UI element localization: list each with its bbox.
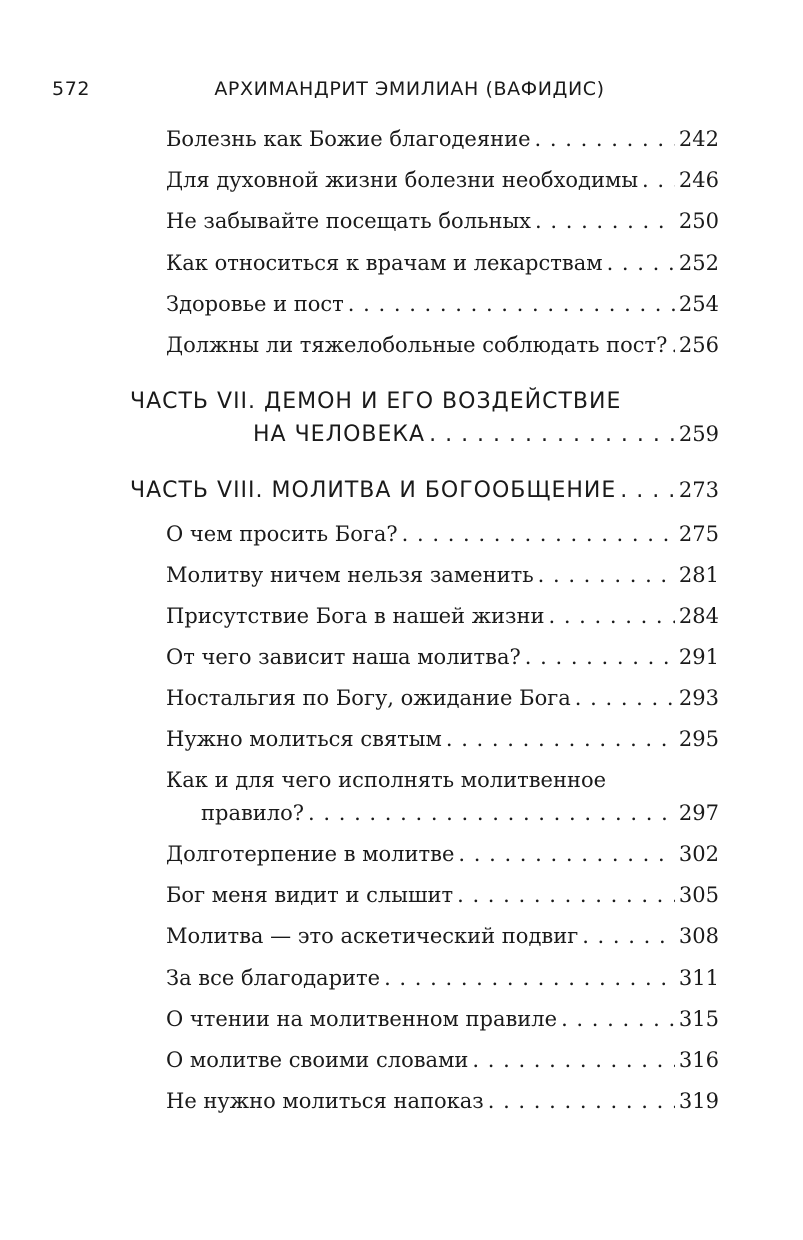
dot-leader	[535, 127, 675, 151]
toc-entry-page: 311	[678, 966, 719, 990]
dot-leader	[642, 168, 675, 192]
toc-entry-title: О чтении на молитвенном правиле	[166, 1007, 558, 1031]
toc-entry-title: Не забывайте посещать больных	[166, 209, 532, 233]
toc-entry-title: Нужно молиться святым	[166, 727, 442, 751]
dot-leader	[535, 209, 675, 233]
part-heading-line1[interactable]: ЧАСТЬ VII. ДЕМОН И ЕГО ВОЗДЕЙСТВИЕ	[130, 389, 622, 414]
toc-entry[interactable]	[166, 168, 719, 192]
toc-entry-title: Не нужно молиться напоказ	[166, 1089, 484, 1113]
running-head	[0, 78, 803, 106]
toc-entry-title: Болезнь как Божие благодеяние	[166, 127, 531, 151]
toc-entry[interactable]	[166, 563, 719, 587]
toc-entry[interactable]	[166, 1048, 719, 1072]
toc-entry[interactable]	[166, 1007, 719, 1031]
toc-entry-title: Присутствие Бога в нашей жизни	[166, 604, 545, 628]
page-number: 572	[52, 78, 91, 100]
toc-entry[interactable]	[166, 924, 719, 948]
toc-entry-title: За все благодарите	[166, 966, 381, 990]
toc-entry[interactable]	[166, 522, 719, 546]
toc-entry[interactable]	[166, 1089, 719, 1113]
toc-entry-title: О молитве своими словами	[166, 1048, 469, 1072]
part-heading-page: 273	[678, 478, 719, 502]
toc-entry-page: 293	[678, 686, 719, 710]
toc-entry-title: Молитву ничем нельзя заменить	[166, 563, 534, 587]
toc-entry[interactable]	[166, 966, 719, 990]
part-heading-entry[interactable]	[130, 478, 719, 503]
toc-entry-title-line1[interactable]: Как и для чего исполнять молитвенное	[166, 768, 607, 792]
dot-leader	[607, 251, 675, 275]
dot-leader	[446, 727, 675, 751]
book-title-text: АРХИМАНДРИТ ЭМИЛИАН (ВАФИДИС)	[214, 78, 605, 100]
toc-entry-title: Бог меня видит и слышит	[166, 883, 454, 907]
toc-entry-title: Для духовной жизни болезни необходимы	[166, 168, 639, 192]
toc-entry-title: правило?	[201, 801, 305, 825]
dot-leader	[384, 966, 675, 990]
dot-leader	[348, 292, 675, 316]
toc-entry-page: 302	[678, 842, 719, 866]
dot-leader	[488, 1089, 675, 1113]
toc-entry-page: 256	[678, 333, 719, 357]
part-heading-title: НА ЧЕЛОВЕКА	[253, 422, 426, 447]
toc-entry-page: 295	[678, 727, 719, 751]
toc-entry-title: От чего зависит наша молитва?	[166, 645, 521, 669]
dot-leader	[561, 1007, 675, 1031]
toc-entry[interactable]	[166, 842, 719, 866]
toc-entry[interactable]	[166, 727, 719, 751]
toc-entry[interactable]	[166, 127, 719, 151]
dot-leader	[402, 522, 675, 546]
dot-leader	[575, 686, 675, 710]
toc-entry-title: Здоровье и пост	[166, 292, 344, 316]
dot-leader	[620, 478, 675, 503]
toc-entry-title: Ностальгия по Богу, ожидание Бога	[166, 686, 571, 710]
toc-entry[interactable]	[166, 645, 719, 669]
toc-entry-page: 297	[678, 801, 719, 825]
dot-leader	[457, 883, 675, 907]
toc-entry[interactable]	[166, 251, 719, 275]
toc-entry[interactable]	[166, 883, 719, 907]
toc-entry[interactable]	[201, 801, 719, 825]
toc-entry-page: 252	[678, 251, 719, 275]
toc-entry-page: 305	[678, 883, 719, 907]
toc-entry-page: 246	[678, 168, 719, 192]
toc-entry[interactable]	[166, 604, 719, 628]
dot-leader	[582, 924, 675, 948]
dot-leader	[671, 333, 675, 357]
dot-leader	[458, 842, 675, 866]
toc-entry[interactable]	[166, 292, 719, 316]
toc-entry-page: 284	[678, 604, 719, 628]
toc-entry-title: Молитва — это аскетический подвиг	[166, 924, 579, 948]
toc-entry-page: 281	[678, 563, 719, 587]
toc-entry-page: 254	[678, 292, 719, 316]
dot-leader	[308, 801, 675, 825]
toc-entry-page: 319	[678, 1089, 719, 1113]
toc-entry-page: 315	[678, 1007, 719, 1031]
part-heading-title: ЧАСТЬ VIII. МОЛИТВА И БОГООБЩЕНИЕ	[130, 478, 617, 503]
toc-entry-page: 308	[678, 924, 719, 948]
toc-entry-page: 250	[678, 209, 719, 233]
toc-entry-title: Долготерпение в молитве	[166, 842, 455, 866]
toc-entry[interactable]	[166, 333, 719, 357]
toc-entry-page: 242	[678, 127, 719, 151]
toc-entry-page: 275	[678, 522, 719, 546]
dot-leader	[472, 1048, 675, 1072]
dot-leader	[538, 563, 675, 587]
toc-entry-title: Как относиться к врачам и лекарствам	[166, 251, 603, 275]
toc-entry-page: 291	[678, 645, 719, 669]
dot-leader	[548, 604, 674, 628]
dot-leader	[429, 422, 675, 447]
book-title	[0, 78, 803, 100]
toc-entry[interactable]	[166, 209, 719, 233]
dot-leader	[525, 645, 675, 669]
toc-entry-title: О чем просить Бога?	[166, 522, 398, 546]
toc-entry-title: Должны ли тяжелобольные соблюдать пост?	[166, 333, 668, 357]
part-heading-entry[interactable]	[253, 422, 719, 447]
toc-entry[interactable]	[166, 686, 719, 710]
part-heading-page: 259	[678, 422, 719, 446]
toc-entry-page: 316	[678, 1048, 719, 1072]
